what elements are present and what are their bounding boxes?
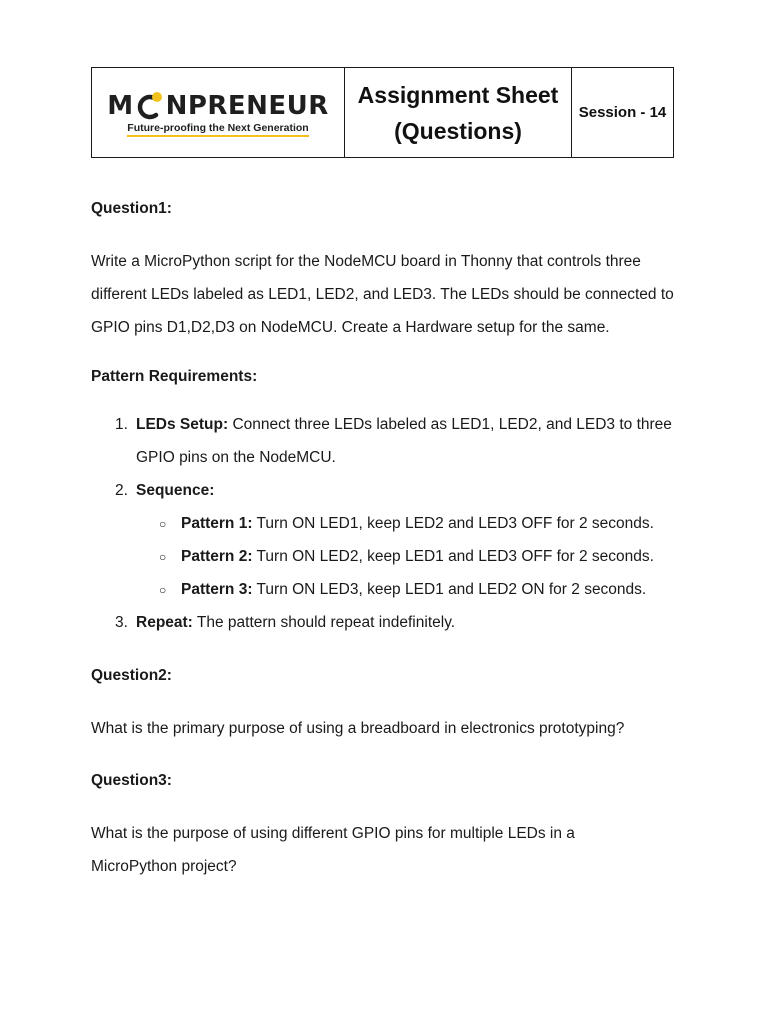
pattern-1-text: Turn ON LED1, keep LED2 and LED3 OFF for 2 seconds. [252, 515, 654, 532]
session-cell [572, 68, 673, 157]
title-cell [345, 68, 572, 157]
pattern-2-text: Turn ON LED2, keep LED1 and LED3 OFF for 2 seconds. [252, 548, 654, 565]
item-3 [136, 614, 455, 632]
q3-heading: Question3: [91, 772, 172, 789]
pattern-1-label: Pattern 1: [181, 515, 253, 532]
pattern-2-label: Pattern 2: [181, 548, 253, 565]
item-1-label: LEDs Setup: [136, 416, 229, 433]
logo [107, 89, 329, 123]
item-2 [136, 482, 214, 500]
item-1 [136, 416, 672, 434]
q2-text: What is the primary purpose of using a breadboard in electronics prototyping? [91, 720, 625, 737]
item-1-number: 1. [115, 416, 128, 433]
pattern-3-text: Turn ON LED3, keep LED1 and LED2 ON for 2 seconds. [252, 581, 647, 598]
q3-line-1: What is the purpose of using different GPIO pins for multiple LEDs in a [91, 825, 575, 842]
q1-line-2: different LEDs labeled as LED1, LED2, and LED3. The LEDs should be connected to [91, 286, 674, 303]
pattern-1-bullet: ○ [159, 517, 167, 531]
item-2-number: 2. [115, 482, 128, 499]
pattern-3-label: Pattern 3: [181, 581, 253, 598]
item-3-text: The pattern should repeat indefinitely. [192, 614, 456, 631]
title-line-2: (Questions) [394, 117, 522, 144]
q1-line-3: GPIO pins D1,D2,D3 on NodeMCU. Create a Hardware setup for the same. [91, 319, 610, 336]
item-2-label: Sequence: [136, 482, 215, 499]
logo-c-icon [135, 90, 165, 122]
requirements-heading: Pattern Requirements: [91, 368, 258, 385]
logo-text-right: NPRENEUR [165, 90, 329, 121]
q1-line-1: Write a MicroPython script for the NodeMCU board in Thonny that controls three [91, 253, 641, 270]
pattern-3-bullet: ○ [159, 583, 167, 597]
item-3-label: Repeat: [136, 614, 193, 631]
logo-text-left: M [107, 90, 134, 121]
logo-tagline: Future-proofing the Next Generation [127, 122, 308, 137]
logo-cell [92, 68, 345, 157]
pattern-2 [181, 548, 654, 566]
pattern-3 [181, 581, 646, 599]
pattern-2-bullet: ○ [159, 550, 167, 564]
title-line-1: Assignment Sheet [357, 81, 559, 108]
q3-line-2: MicroPython project? [91, 858, 237, 875]
item-3-number: 3. [115, 614, 128, 631]
item-1-text: Connect three LEDs labeled as LED1, LED2, and LED3 to three [228, 416, 672, 433]
header-table [91, 67, 674, 158]
session-label: Session - 14 [578, 104, 667, 121]
item-1-continuation: GPIO pins on the NodeMCU. [136, 449, 336, 466]
q2-heading: Question2: [91, 667, 172, 684]
pattern-1 [181, 515, 654, 533]
q1-heading: Question1: [91, 200, 172, 217]
